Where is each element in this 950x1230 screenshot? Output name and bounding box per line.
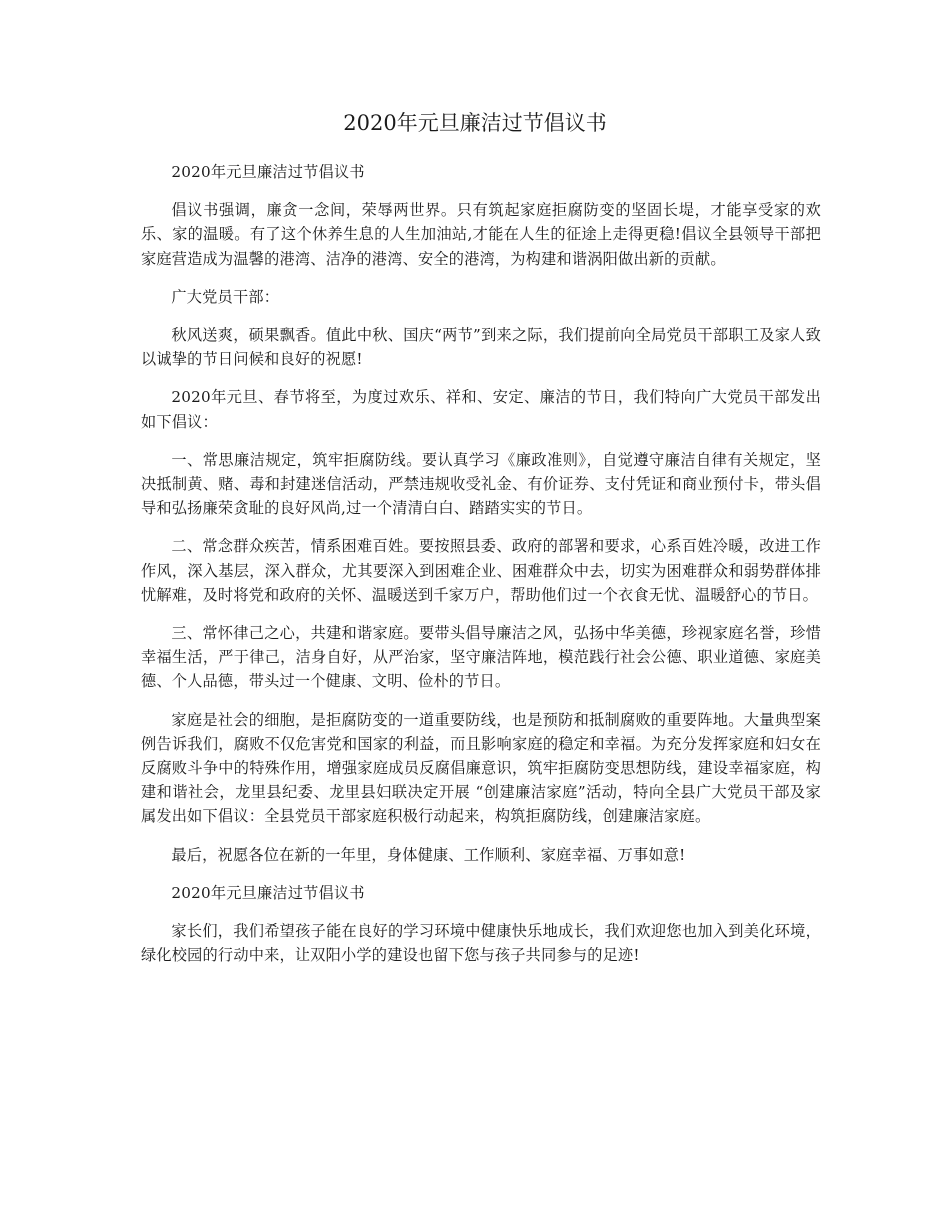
paragraph-family: 家庭是社会的细胞，是拒腐防变的一道重要防线，也是预防和抵制腐败的重要阵地。大量典型案例告诉我们，腐败不仅危害党和国家的利益，而且影响家庭的稳定和幸福。为充分发挥家庭和妇女在反腐败斗争中的特殊作用，增强家庭成员反腐倡廉意识，筑牢拒腐防变思想防线，建设幸福家庭，构建和谐社会，龙里县纪委、龙里县妇联决定开展 “创建廉洁家庭”活动，特向全县广大党员干部及家属发出如下倡议：全县党员干部家庭积极行动起来，构筑拒腐防线，创建廉洁家庭。 — [141, 710, 821, 826]
paragraph-point-two: 二、常念群众疾苦，情系困难百姓。要按照县委、政府的部署和要求，心系百姓冷暖，改进工作作风，深入基层，深入群众，尤其要深入到困难企业、困难群众中去，切实为困难群众和弱势群体排忧解难，及时将党和政府的关怀、温暖送到千家万户，帮助他们过一个衣食无忧、温暖舒心的节日。 — [141, 537, 821, 604]
document-body — [141, 160, 821, 981]
paragraph-subtitle: 2020年元旦廉洁过节倡议书 — [171, 163, 365, 181]
paragraph-proposal-intro: 2020年元旦、春节将至，为度过欢乐、祥和、安定、廉洁的节日，我们特向广大党员干部发出如下倡议： — [141, 388, 821, 431]
paragraph-greeting: 秋风送爽，硕果飘香。值此中秋、国庆“两节”到来之际，我们提前向全局党员干部职工及家人致以诚挚的节日问候和良好的祝愿! — [141, 326, 821, 369]
paragraph-closing-wish: 最后，祝愿各位在新的一年里，身体健康、工作顺利、家庭幸福、万事如意! — [171, 845, 686, 864]
paragraph-parents: 家长们，我们希望孩子能在良好的学习环境中健康快乐地成长，我们欢迎您也加入到美化环境，绿化校园的行动中来，让双阳小学的建设也留下您与孩子共同参与的足迹! — [141, 922, 821, 965]
paragraph-subtitle-repeat: 2020年元旦廉洁过节倡议书 — [171, 883, 365, 902]
paragraph-point-one: 一、常思廉洁规定，筑牢拒腐防线。要认真学习《廉政准则》，自觉遵守廉洁自律有关规定，坚决抵制黄、赌、毒和封建迷信活动，严禁违规收受礼金、有价证券、支付凭证和商业预付卡，带头倡导和弘扬廉荣贪耻的良好风尚,过一个清清白白、踏踏实实的节日。 — [141, 450, 821, 518]
document-title: 2020年元旦廉洁过节倡议书 — [343, 111, 607, 135]
paragraph-intro: 倡议书强调，廉贪一念间，荣辱两世界。只有筑起家庭拒腐防变的坚固长堤，才能享受家的欢乐、家的温暖。有了这个休养生息的人生加油站,才能在人生的征途上走得更稳!倡议全县领导干部把家庭营造成为温馨的港湾、洁净的港湾、安全的港湾，为构建和谐涡阳做出新的贡献。 — [141, 201, 821, 268]
paragraph-point-three: 三、常怀律己之心，共建和谐家庭。要带头倡导廉洁之风，弘扬中华美德，珍视家庭名誉，珍惜幸福生活，严于律己，洁身自好，从严治家，坚守廉洁阵地，模范践行社会公德、职业道德、家庭美德、个人品德，带头过一个健康、文明、俭朴的节日。 — [141, 624, 821, 691]
paragraph-salutation: 广大党员干部： — [171, 287, 280, 306]
